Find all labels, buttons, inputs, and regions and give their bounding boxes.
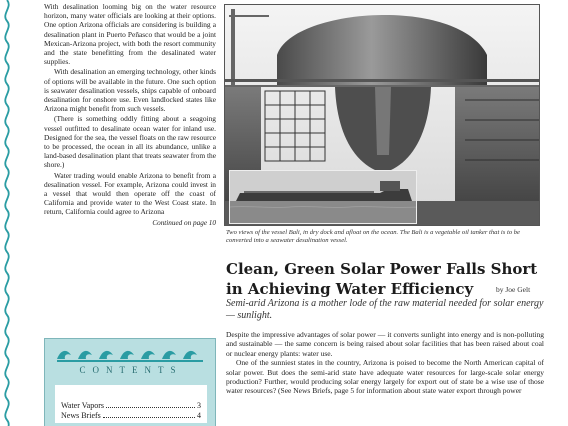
article-paragraph-1: Despite the impressive advantages of solar power — it converts sunlight into energy and is non-polluting and sustainable — the same concern is being raised about solar facilities that has been raised about coal or nuclear energy plants: water use. (226, 330, 544, 358)
article-byline: by Joe Gelt (496, 285, 531, 294)
left-paragraph-2: With desalination an emerging technology, other kinds of options will be available in the future. One such option is seawater desalination vessels, ships capable of onboard desalination for onshore use. Even landlocked states like Arizona might benefit from such vessels. (44, 67, 216, 114)
ship-afloat-illustration (230, 171, 417, 224)
vessel-afloat-inset-photo (229, 170, 417, 224)
left-paragraph-1: With desalination looming big on the water resource horizon, many water officials are looking at their options. One option Arizona officials are considering is building a desalination plant in Puerto Peñasco that would be a joint Mexican-Arizona project, with both the resort community and the state benefitting from the desalinated water supplies. (44, 2, 216, 67)
contents-box (44, 338, 216, 426)
article-subhead: Semi-arid Arizona is a mother lode of the raw material needed for solar energy — sunlight. (226, 298, 544, 321)
contents-title: CONTENTS (79, 365, 183, 375)
toc-leader (103, 411, 195, 418)
toc-item-water-vapors[interactable] (61, 401, 201, 411)
article-paragraph-2: One of the sunniest states in the country, Arizona is poised to become the North American capital of solar power. But does the semi-arid state have adequate water resources for large-scale solar energy production? Further, would producing solar energy largely for export out of state be a wise use of those water resources? (See News Briefs, page 5 for information about state water export through power (226, 358, 544, 396)
desalination-article-column (44, 2, 216, 228)
contents-list (55, 385, 207, 423)
toc-item-news-briefs[interactable] (61, 411, 201, 421)
wave-icons (57, 347, 207, 363)
toc-page: 3 (197, 401, 201, 410)
toc-page: 4 (197, 411, 201, 420)
toc-label: Water Vapors (61, 401, 104, 410)
toc-leader (106, 401, 195, 408)
left-paragraph-4: Water trading would enable Arizona to benefit from a desalination vessel. For example, Arizona could invest in a vessel that would then operate off the coast of California and provide water to the West Coast state. In return, California could agree to Arizona (44, 170, 216, 217)
left-paragraph-3: (There is something oddly fitting about a seagoing vessel outfitted to desalinate ocean water for inland use. Designed for the sea, the vessel floats on the raw resource to be processed, the ocean in all its abundance, unlike a land-based desalination plant that treats seawater from the shore.) (44, 114, 216, 170)
article-headline: Clean, Green Solar Power Falls Short in Achieving Water Efficiency (226, 260, 538, 298)
toc-label: News Briefs (61, 411, 101, 420)
continued-note[interactable]: Continued on page 10 (152, 218, 216, 227)
solar-article-body (226, 330, 544, 396)
wavy-border-decoration (0, 0, 14, 426)
photo-caption: Two views of the vessel Bali, in dry dock and afloat on the ocean. The Bali is a vegetable oil tanker that is to be converted into a seawater desalination vessel. (226, 229, 520, 244)
